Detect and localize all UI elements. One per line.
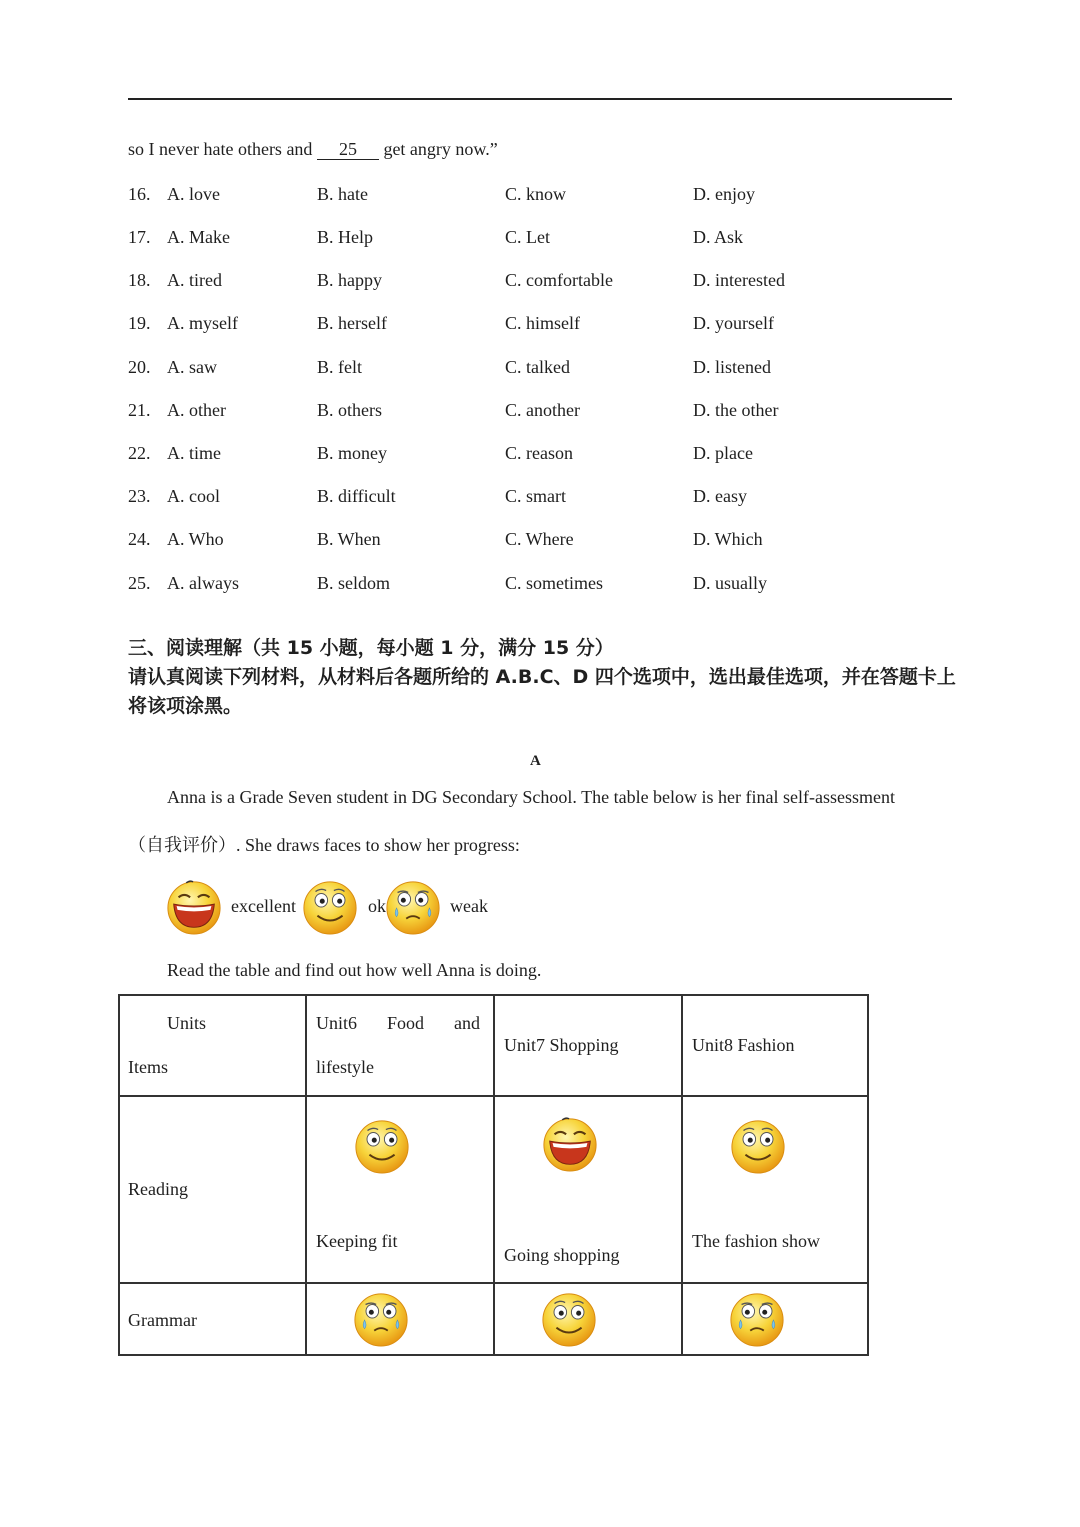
page-header-rule — [128, 98, 952, 100]
option-a: A. Who — [167, 529, 224, 549]
weak-face-icon — [384, 878, 442, 936]
option-d: D. interested — [693, 270, 785, 290]
option-b: B. happy — [317, 270, 382, 290]
reading-unit6-ok-face-icon — [353, 1117, 411, 1175]
section-instruction: 请认真阅读下列材料，从材料后各题所给的 A.B.C、D 四个选项中，选出最佳选项，并在答题卡上将该项涂黑。 — [128, 666, 956, 717]
excellent-face-icon — [165, 878, 223, 936]
option-b: B. difficult — [317, 486, 396, 506]
question-number: 18. — [128, 270, 151, 290]
question-number: 25. — [128, 573, 151, 593]
option-d: D. easy — [693, 486, 747, 506]
grammar-unit6-weak-face-icon — [352, 1290, 410, 1348]
option-a: A. always — [167, 573, 239, 593]
table-border-right — [867, 994, 869, 1356]
option-d: D. Which — [693, 529, 763, 549]
option-b: B. When — [317, 529, 381, 549]
option-a: A. time — [167, 443, 221, 463]
option-d: D. place — [693, 443, 753, 463]
option-b: B. seldom — [317, 573, 391, 593]
table-column-divider — [681, 994, 683, 1356]
option-a: A. cool — [167, 486, 220, 506]
question-number: 21. — [128, 400, 151, 420]
self-assessment-table — [118, 994, 869, 1356]
intro-text-before: so I never hate others and — [128, 139, 317, 159]
reading-unit8-text: The fashion show — [692, 1231, 820, 1251]
option-a: A. tired — [167, 270, 222, 290]
table-border-left — [118, 994, 120, 1356]
header-units: Units — [167, 1013, 207, 1033]
question-number: 17. — [128, 227, 151, 247]
legend-ok-label: ok — [368, 896, 386, 916]
reading-unit6-text: Keeping fit — [316, 1231, 398, 1251]
option-b: B. felt — [317, 357, 362, 377]
option-c: C. know — [505, 184, 567, 204]
option-b: B. money — [317, 443, 387, 463]
option-c: C. talked — [505, 357, 570, 377]
header-items: Items — [128, 1057, 168, 1077]
option-b: B. herself — [317, 313, 387, 333]
row-grammar-label: Grammar — [128, 1310, 197, 1330]
question-number: 16. — [128, 184, 151, 204]
legend-excellent-label: excellent — [231, 896, 296, 916]
header-unit8: Unit8 Fashion — [692, 1035, 795, 1055]
grammar-unit8-weak-face-icon — [728, 1290, 786, 1348]
grammar-unit7-ok-face-icon — [540, 1290, 598, 1348]
option-a: A. other — [167, 400, 226, 420]
legend-weak-label: weak — [450, 896, 488, 916]
intro-text-after: get angry now.” — [378, 139, 498, 159]
option-d: D. usually — [693, 573, 767, 593]
table-column-divider — [493, 994, 495, 1356]
table-column-divider — [305, 994, 307, 1356]
passage-label: A — [530, 753, 541, 769]
question-number: 20. — [128, 357, 151, 377]
passage-paragraph-1: Anna is a Grade Seven student in DG Secondary School. The table below is her final self-assessment — [167, 787, 895, 807]
header-unit6-word-2: Food — [387, 1013, 425, 1033]
blank-25: 25 — [317, 139, 379, 160]
option-c: C. comfortable — [505, 270, 613, 290]
option-c: C. reason — [505, 443, 573, 463]
option-d: D. yourself — [693, 313, 774, 333]
question-number: 19. — [128, 313, 151, 333]
question-number: 23. — [128, 486, 151, 506]
option-c: C. himself — [505, 313, 580, 333]
option-c: C. another — [505, 400, 580, 420]
option-d: D. Ask — [693, 227, 744, 247]
option-a: A. Make — [167, 227, 230, 247]
ok-face-icon — [301, 878, 359, 936]
option-d: D. enjoy — [693, 184, 755, 204]
option-c: C. Where — [505, 529, 574, 549]
row-reading-label: Reading — [128, 1179, 188, 1199]
section-heading: 三、阅读理解（共 15 小题，每小题 1 分，满分 15 分） — [128, 637, 614, 659]
option-a: A. love — [167, 184, 220, 204]
option-c: C. smart — [505, 486, 566, 506]
option-a: A. saw — [167, 357, 217, 377]
option-b: B. Help — [317, 227, 373, 247]
header-unit7: Unit7 Shopping — [504, 1035, 619, 1055]
option-d: D. the other — [693, 400, 779, 420]
reading-unit7-excellent-face-icon — [541, 1115, 599, 1173]
passage-paragraph-3: Read the table and find out how well Anna is doing. — [167, 960, 542, 980]
option-c: C. Let — [505, 227, 550, 247]
header-unit6-line-2: lifestyle — [316, 1057, 374, 1077]
option-b: B. hate — [317, 184, 368, 204]
reading-unit8-ok-face-icon — [729, 1117, 787, 1175]
reading-unit7-text: Going shopping — [504, 1245, 620, 1265]
option-d: D. listened — [693, 357, 771, 377]
passage-continuation — [128, 139, 498, 160]
option-c: C. sometimes — [505, 573, 603, 593]
passage-paragraph-2: （自我评价）. She draws faces to show her progress: — [128, 835, 520, 855]
option-b: B. others — [317, 400, 382, 420]
question-number: 22. — [128, 443, 151, 463]
header-unit6-word-3: and — [454, 1013, 480, 1033]
question-number: 24. — [128, 529, 151, 549]
option-a: A. myself — [167, 313, 238, 333]
header-unit6-word-1: Unit6 — [316, 1013, 358, 1033]
